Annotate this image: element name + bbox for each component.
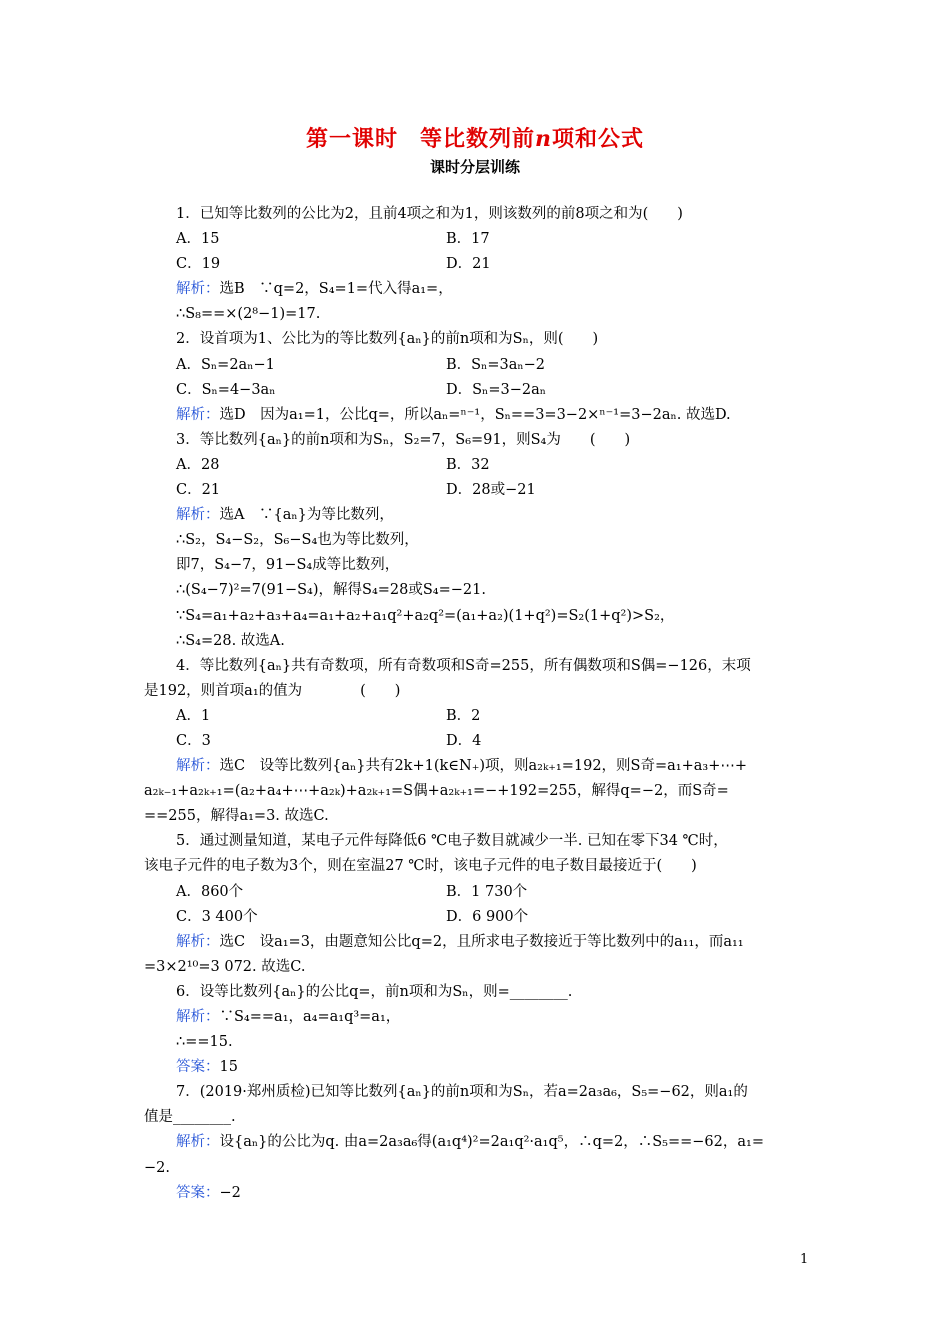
solution-line: ∴S₄=28. 故选A. [176,632,285,649]
option: A．1 [176,707,211,724]
options-row [144,905,808,930]
answer-line [144,1181,808,1206]
solution-line: a₂ₖ₋₁+a₂ₖ₊₁=(a₂+a₄+⋯+a₂ₖ)+a₂ₖ₊₁=S偶+a₂ₖ₊₁=−+192=255，解得q=−2，而S奇= [144,783,729,800]
question-1: 1．已知等比数列的公比为2，且前4项之和为1，则该数列的前8项之和为( ) [176,206,683,222]
answer-value: 15 [219,1059,238,1076]
analysis-label: 解析： [176,758,220,775]
solution-line: ∴S₈==×(2⁸−1)=17. [176,306,321,323]
answer-label: 答案： [176,1059,220,1076]
question-7: 7．(2019·郑州质检)已知等比数列{aₙ}的前n项和为Sₙ，若a=2a₃a₆，S₅=−62，则a₁的 [176,1084,748,1101]
question-5-cont: 该电子元件的电子数为3个，则在室温27 ℃时，该电子元件的电子数目最接近于( ) [144,858,697,875]
page-title [0,122,950,153]
question-2: 2．设首项为1、公比为的等比数列{aₙ}的前n项和为Sₙ，则( ) [176,331,599,348]
solution-line [144,1130,808,1155]
option: B．1 730个 [446,883,528,900]
options-row [144,478,808,503]
options-row [144,378,808,403]
option: A．28 [176,456,220,473]
options-row [144,704,808,729]
options-row [144,729,808,754]
solution-line: =3×2¹⁰=3 072. 故选C. [144,958,306,975]
analysis-label: 解析： [176,406,220,423]
analysis-label: 解析： [176,1134,220,1151]
solution-line [144,277,808,302]
solution-line: ∴==15. [176,1034,233,1051]
analysis-label: 解析： [176,281,220,298]
analysis-label: 解析： [176,933,220,950]
page-subtitle: 课时分层训练 [429,158,520,176]
solution-line [144,1005,808,1030]
exercise-content [144,202,808,1206]
solution-text: 选B ∵q=2，S₄=1=代入得a₁=， [219,281,453,298]
question-6: 6．设等比数列{aₙ}的公比q=，前n项和为Sₙ，则=________. [176,983,573,1000]
question-5: 5．通过测量知道，某电子元件每降低6 ℃电子数目就减少一半. 已知在零下34 ℃时， [176,833,728,850]
option: B．32 [446,456,490,473]
solution-text: 选D 因为a₁=1，公比q=，所以aₙ=ⁿ⁻¹，Sₙ==3=3−2×ⁿ⁻¹=3−2aₙ. 故选D. [219,406,731,423]
solution-line: −2. [144,1159,170,1176]
option: D．Sₙ=3−2aₙ [446,381,546,398]
question-3: 3．等比数列{aₙ}的前n项和为Sₙ，S₂=7，S₆=91，则S₄为 ( ) [176,431,631,448]
question-7-cont: 值是________. [144,1109,236,1126]
option: B．Sₙ=3aₙ−2 [446,356,546,373]
analysis-label: 解析： [176,507,220,524]
answer-label: 答案： [176,1184,220,1201]
option: C．3 [176,732,211,749]
title-part2: 等比数列前 [419,126,535,152]
solution-text: 选C 设a₁=3，由题意知公比q=2，且所求电子数接近于等比数列中的a₁₁，而a₁₁ [219,933,744,950]
option: C．21 [176,482,221,499]
option: D．6 900个 [446,908,529,925]
option: C．19 [176,256,221,273]
analysis-label: 解析： [176,1009,220,1025]
option: D．4 [446,732,482,749]
question-4: 4．等比数列{aₙ}共有奇数项，所有奇数项和S奇=255，所有偶数项和S偶=−126，末项 [176,657,751,674]
solution-line: 即7，S₄−7，91−S₄成等比数列， [176,557,400,574]
answer-line [144,1055,808,1080]
option: D．21 [446,256,491,273]
options-row [144,453,808,478]
title-part1: 第一课时 [305,126,398,152]
solution-text: 设{aₙ}的公比为q. 由a=2a₃a₆得(a₁q⁴)²=2a₁q²·a₁q⁵，∴q=2，∴S₅==−62，a₁= [219,1134,764,1151]
solution-line: ∴(S₄−7)²=7(91−S₄)，解得S₄=28或S₄=−21. [176,582,486,599]
solution-line [144,930,808,955]
solution-line: ∵S₄=a₁+a₂+a₃+a₄=a₁+a₂+a₁q²+a₂q²=(a₁+a₂)(1+q²)=S₂(1+q²)>S₂， [176,607,675,624]
solution-text: 选A ∵{aₙ}为等比数列， [219,507,394,524]
option: C．3 400个 [176,908,258,925]
option: C．Sₙ=4−3aₙ [176,381,276,398]
option: B．2 [446,707,481,724]
options-row [144,227,808,252]
solution-line [144,403,808,428]
answer-value: −2 [219,1184,241,1201]
options-row [144,880,808,905]
page-number: 1 [800,1252,809,1267]
options-row [144,252,808,277]
question-4-cont: 是192，则首项a₁的值为 ( ) [144,682,401,699]
solution-line [144,754,808,779]
options-row [144,353,808,378]
option: A．15 [176,231,220,248]
solution-line [144,503,808,528]
solution-text: ∵S₄==a₁，a₄=a₁q³=a₁， [219,1009,401,1025]
solution-line: ∴S₂，S₄−S₂，S₆−S₄也为等比数列， [176,532,419,549]
option: A．Sₙ=2aₙ−1 [176,356,275,373]
title-variable: n [535,126,552,152]
option: A．860个 [176,883,244,900]
solution-line: ==255，解得a₁=3. 故选C. [144,808,329,825]
solution-text: 选C 设等比数列{aₙ}共有2k+1(k∈N₊)项，则a₂ₖ₊₁=192，则S奇=a₁+a₃+⋯+ [219,758,748,775]
option: B．17 [446,231,490,248]
title-part3: 项和公式 [552,126,645,152]
option: D．28或−21 [446,482,536,499]
